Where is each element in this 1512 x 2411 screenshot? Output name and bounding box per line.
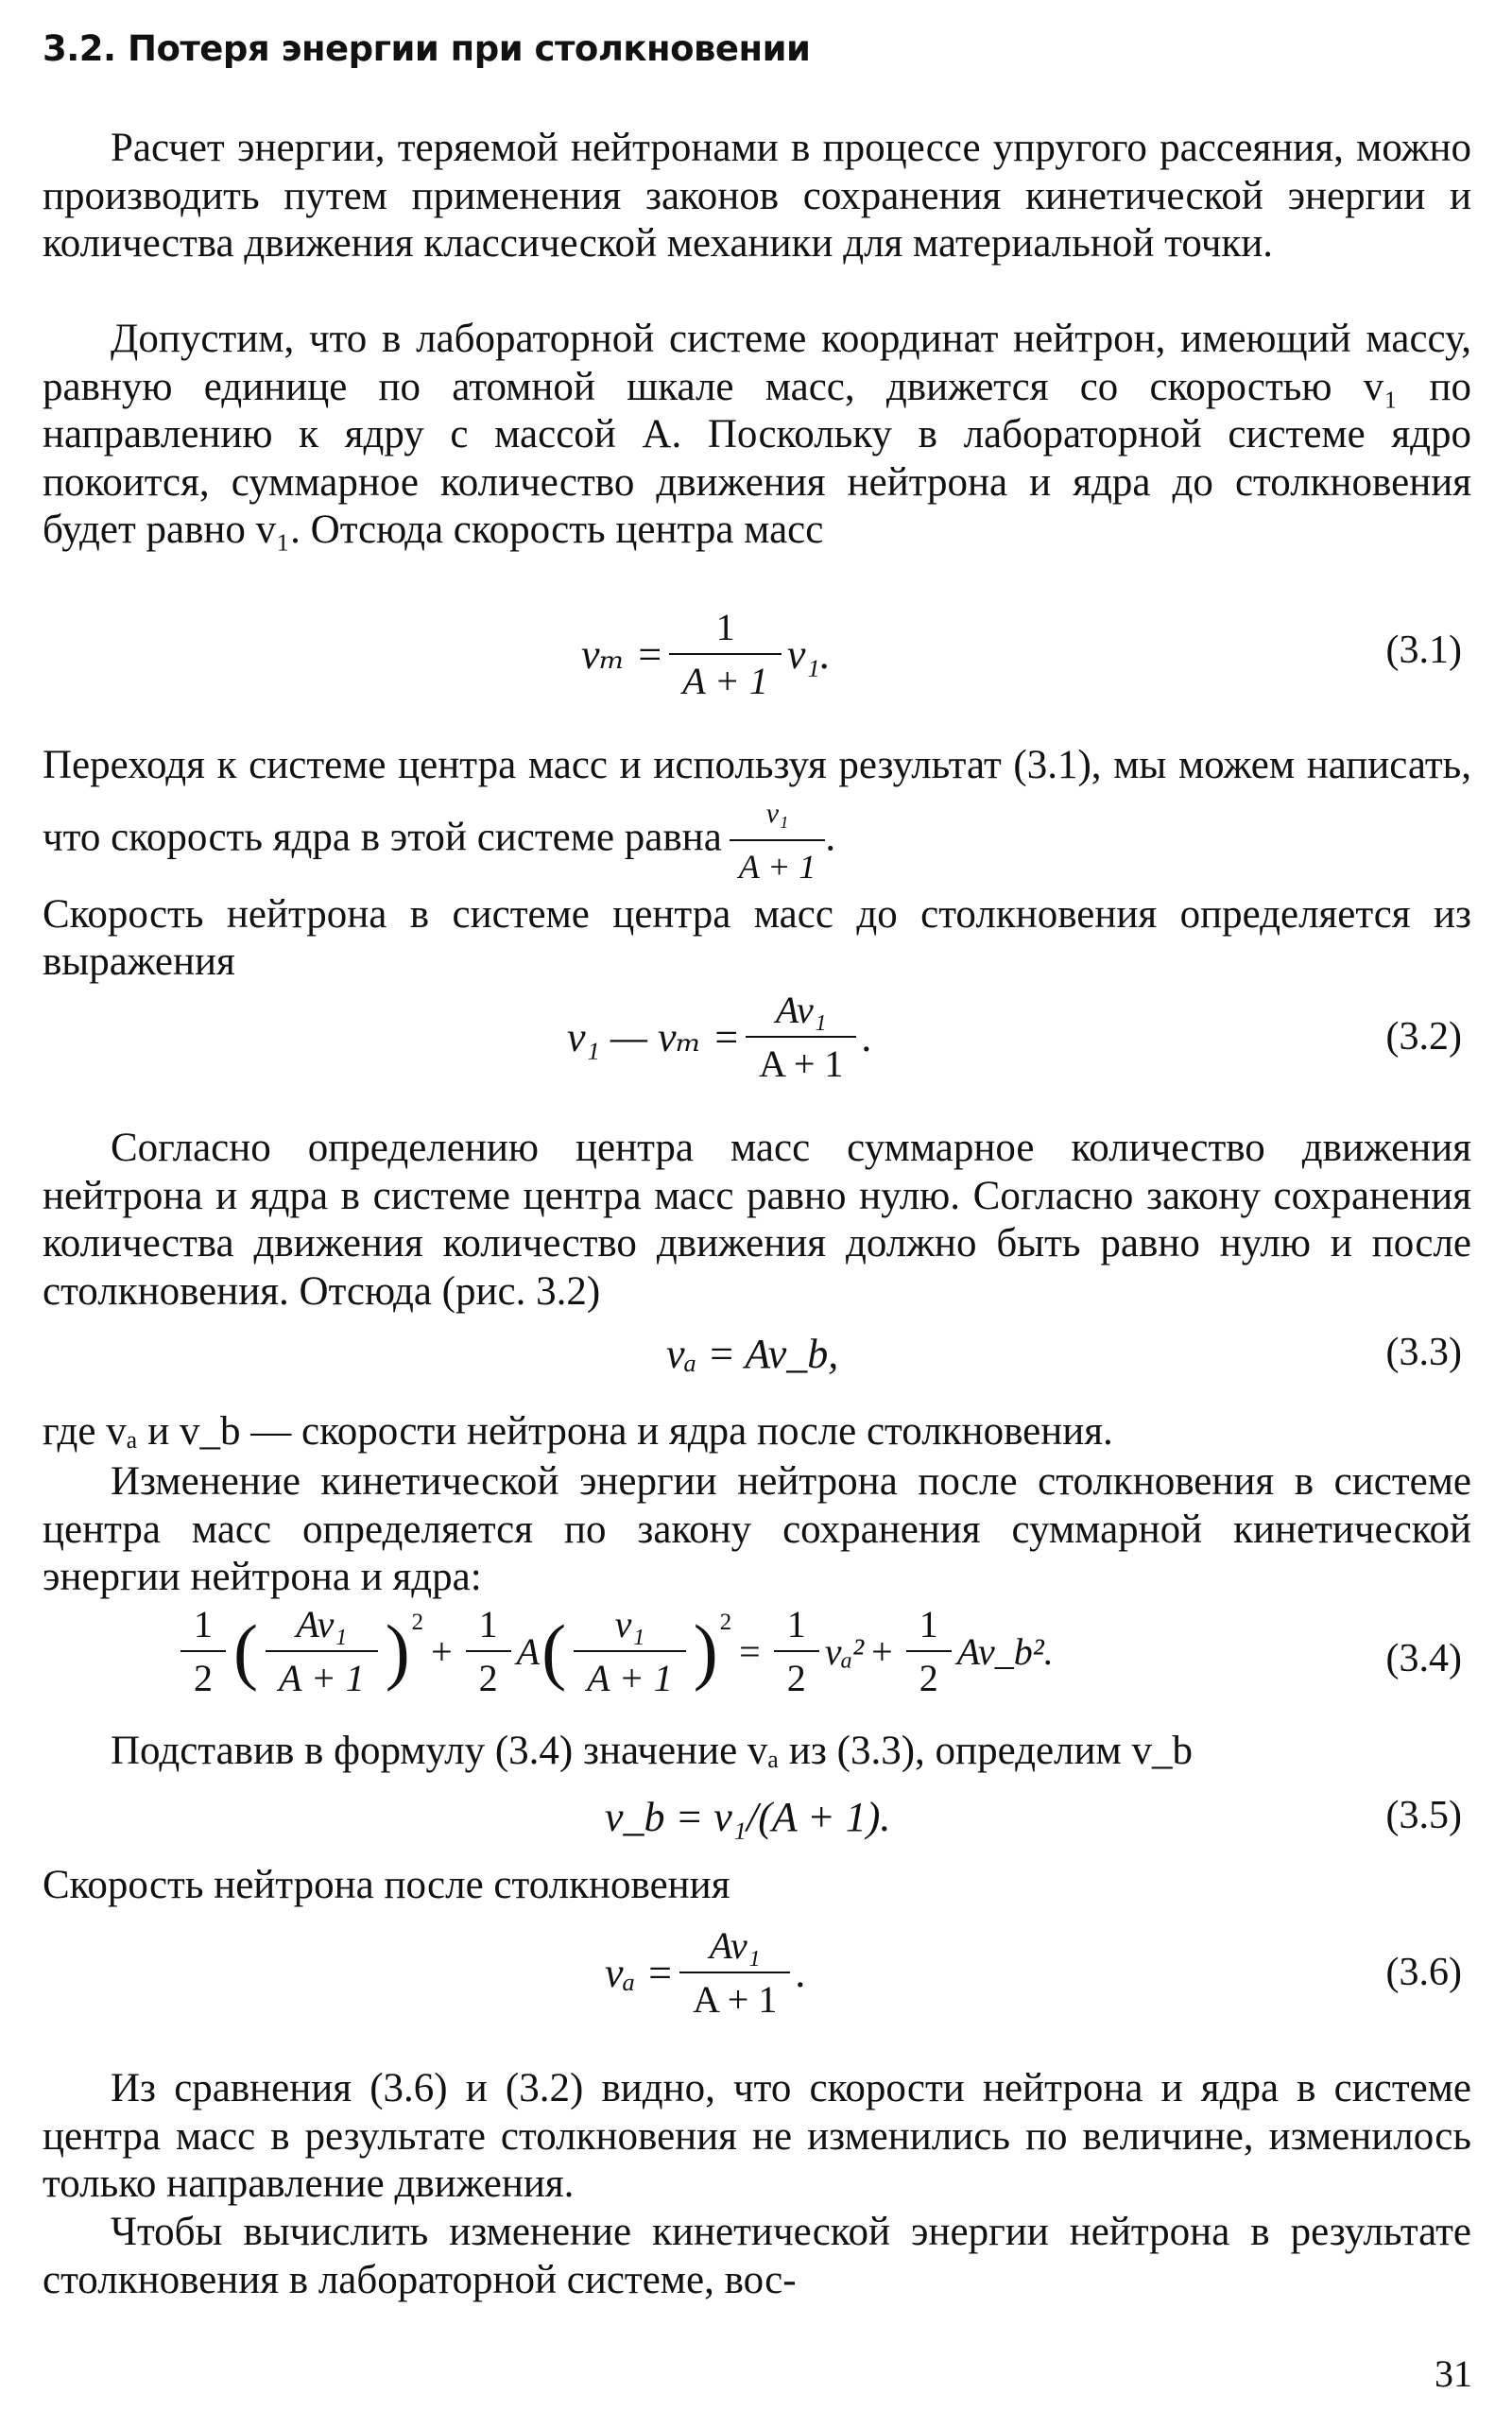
eq4-half-3-den: 2 [774,1650,819,1700]
eq1-label: (3.1) [1385,629,1462,672]
eq1-lhs: vₘ = [581,630,664,678]
eq6-rhs: . [796,1949,807,1996]
eq1-numerator: 1 [715,606,735,648]
eq4-half-1 [180,1602,226,1700]
page-number: 31 [1435,2352,1472,2395]
eq4-inner-num-2: v₁ [614,1603,645,1645]
eq4-half-4 [906,1602,952,1700]
inline-fraction [730,790,826,891]
equation-3-3 [43,1328,1471,1385]
eq4-inner-den-2: A + 1 [574,1650,686,1700]
eq5-body: v_b = v₁/(A + 1). [605,1794,891,1840]
paragraph-intro: Расчет энергии, теряемой нейтронами в процессе упругого рассеяния, можно производить путем применения законов сохранения кинетической энергии и количества движения классической механики для материальной точки. [43,126,1471,266]
eq2-label: (3.2) [1385,1015,1462,1059]
paragraph-com-system: Переходя к системе центра масс и используя результат (3.1), мы можем написать, что скорость ядра в этой системе равна v₁ A + 1 . Скорость нейтрона в системе центра масс до столкновения определяется из выражения [43,743,1471,984]
equation-3-2 [43,988,1471,1101]
eq4-avb-squared: Av_b². [956,1629,1054,1673]
eq4-half-3 [774,1602,819,1700]
eq4-mass: A [516,1629,541,1673]
paragraph-energy-change: Изменение кинетической энергии нейтрона после столкновения в системе центра масс определяется по закону сохранения суммарной кинетической энергии нейтрона и ядра: [43,1459,1471,1599]
eq4-paren-close-2: ) [693,1610,718,1692]
inline-numerator: v₁ [765,797,789,829]
eq4-half-4-num: 1 [919,1603,938,1645]
eq2-lhs: v₁ — vₘ = [567,1013,741,1060]
eq4-half-2-num: 1 [478,1603,498,1645]
equation-3-5 [43,1791,1471,1848]
paragraph-neutron-speed: Скорость нейтрона после столкновения [43,1863,730,1907]
eq4-equals: = [739,1629,761,1673]
eq4-va-squared: vₐ² [824,1629,865,1673]
eq4-half-1-num: 1 [194,1603,213,1645]
paragraph-lab-energy: Чтобы вычислить изменение кинетической энергии нейтрона в результате столкновения в лабораторной системе, вос- [43,2210,1471,2302]
eq6-label: (3.6) [1385,1951,1462,1994]
eq2-rhs: . [862,1013,873,1060]
p3b-text: Скорость нейтрона в системе центра масс до столкновения определяется из выражения [43,891,1471,984]
eq4-inner-den-1: A + 1 [266,1650,378,1700]
eq4-half-3-num: 1 [786,1603,806,1645]
section-heading: 3.2. Потеря энергии при столкновении [43,28,811,69]
eq6-denominator: A + 1 [679,1972,790,2022]
eq5-label: (3.5) [1385,1794,1462,1837]
eq4-inner-fraction-2 [574,1602,686,1700]
paragraph-where: где vₐ и v_b — скорости нейтрона и ядра после столкновения. [43,1409,1113,1454]
eq4-plus-2: + [871,1629,893,1673]
paragraph-comparison: Из сравнения (3.6) и (3.2) видно, что скорости нейтрона и ядра в системе центра масс в результате столкновения не изменились по величине, изменилось только направление движения. [43,2066,1471,2206]
eq4-paren-close-1: ) [385,1610,410,1692]
eq4-plus-1: + [431,1629,453,1673]
eq3-label: (3.3) [1385,1331,1462,1374]
paragraph-lab-system: Допустим, что в лабораторной системе координат нейтрон, имеющий массу, равную единице по атомной шкале масс, движется со скоростью v₁ по направлению к ядру с массой A. Поскольку в лабораторной системе ядро покоится, суммарное количество движения нейтрона и ядра до столкновения будет равно v₁. Отсюда скорость центра масс [43,317,1471,552]
eq4-paren-open-2: ( [541,1610,567,1692]
equation-3-4: $\frac{1}{2}$ ( $\frac{\text{Av₁}}{A + 1}$ ) $^2$ + $\frac{1}{2}$ A ( $\frac{\text{v₁}}{A + 1}$ ) $^2$ = $\frac{1}{2}$ vₐ² + $\frac{1}{2}$ Av_b². (3.4) [43,1602,1471,1715]
inline-denominator: A + 1 [730,839,826,891]
eq1-fraction [669,605,782,703]
eq4-half-4-den: 2 [906,1650,952,1700]
eq4-half-1-den: 2 [180,1650,226,1700]
eq3-body: vₐ = Av_b, [666,1331,839,1377]
eq2-fraction [746,988,856,1086]
paragraph-momentum: Согласно определению центра масс суммарное количество движения нейтрона и ядра в системе центра масс равно нулю. Согласно закону сохранения количества движения количество движения должно быть равно нулю и после столкновения. Отсюда (рис. 3.2) [43,1126,1471,1314]
eq4-half-2-den: 2 [466,1650,511,1700]
eq4-half-2 [466,1602,511,1700]
eq1-rhs: v₁. [786,630,831,678]
equation-3-1 [43,605,1471,718]
equation-3-6 [43,1923,1471,2037]
eq1-denominator: A + 1 [669,653,782,703]
eq4-inner-num-1: Av₁ [296,1603,348,1645]
paragraph-substitute: Подставив в формулу (3.4) значение vₐ из (3.3), определим v_b [111,1729,1193,1773]
eq6-numerator: Av₁ [709,1924,761,1967]
eq4-inner-fraction-1 [266,1602,378,1700]
eq6-lhs: vₐ = [605,1949,675,1996]
eq6-fraction [679,1923,790,2022]
eq2-denominator: A + 1 [746,1036,856,1086]
eq4-paren-open-1: ( [233,1610,258,1692]
p3a-text: Переходя к системе центра масс и используя результат (3.1), мы можем написать, что скорость ядра в этой системе равна [43,743,1471,859]
eq2-numerator: Av₁ [775,989,827,1031]
eq4-label: (3.4) [1385,1637,1462,1680]
